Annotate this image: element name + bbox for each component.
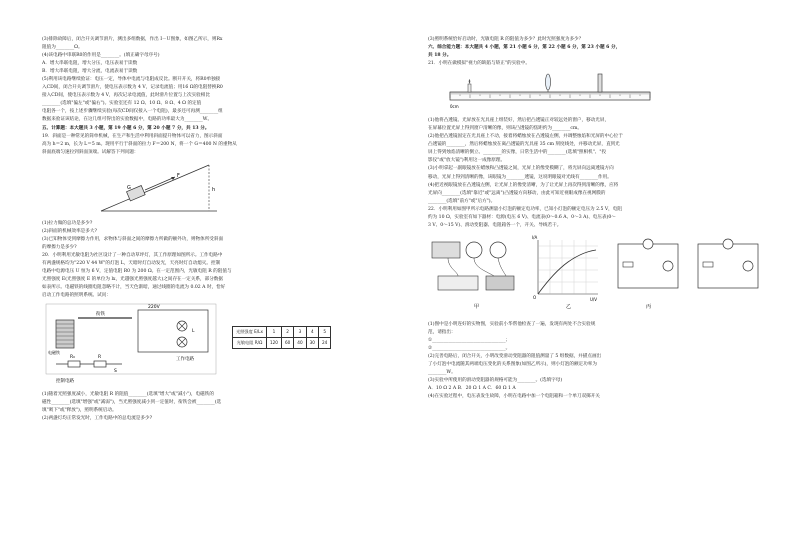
right-block-a [428,36,784,44]
control-circuit-diagram [42,302,227,388]
text-line: A．增大串联电阻，增大分压，电压表易于读数 [42,61,138,67]
figure-bing-label: 丙 [646,303,652,310]
text-line: (2)他把凸透镜固定在光具座上不动，接着将蜡烛放在凸透镜左侧，并调整烛焰和光屏的中心位于 [428,134,623,140]
axis-origin-label: O [533,294,537,300]
text-line: (3)已知物体受到摩擦力作用，求物体与斜面之间的摩擦力所做的额外功，则物体所受斜面 [42,236,224,242]
table-header: 光照强度 E/Lx [233,327,267,338]
armature-label: 衔铁 [96,312,105,318]
table-cell: 60 [281,338,293,349]
magnet-label: 电磁铁 [48,350,60,356]
text-line: 电阻各一个，按上述步骤继续实验(每次CD间仅接入一个电阻)，最多还可再测________组 [42,109,223,115]
text-line: 数据来验证该结论，在这几组可得出的实验数据中，电路的功率最大为________W。 [42,117,213,123]
figure-yi-label: 乙 [566,303,572,310]
text-line: (3)照明系统恰好启动时，光敏电阻 R 的阻值为多少？此时光照强度为多少？ [428,37,584,42]
source-220v-label: 220V [148,305,160,311]
table-cell: 24 [318,338,330,349]
axis-i-label: I/A [532,234,538,240]
section-6-heading: 六、综合能力题：本大题共 4 小题，第 21 小题 6 分，第 22 小题 6 分，第 23 小题 6 分， [428,45,621,51]
text-line: (3)排除故障后，闭合开关调节滑片，测出多组数据，作出 I－U图象，如图乙所示，则Rx [42,37,223,42]
table-cell: 5 [318,327,330,338]
bench-zero-label: 0cm [450,104,459,110]
table-cell: 30 [306,338,318,349]
control-circuit-label: 控制电路 [56,379,74,385]
table-cell: 40 [294,338,306,349]
text-line: ①________________________________； [428,337,511,343]
text-line: (1)随着光照强度减小，光敏电阻 R 的阻值________(选填"增大"或"减小")，电磁铁的 [42,392,214,398]
table-row [233,327,331,338]
text-line: 屏上得到烛焰清晰的倒立、________的实像，日常生活中的________(选填"照相机"、"投 [428,150,607,156]
text-line: 移动，光屏上得到清晰的像，该眼镜为________透镜，这说明眼镜对光线有________作用。 [428,174,612,180]
text-line: 斜面底端匀速拉到斜面顶端。试解答下列问题： [42,149,139,155]
text-line: B．增大串联电阻，增大分流，电流表易于读数 [42,69,138,75]
text-line: (1)图中是小明连好的实物图，实验前小华帮他检查了一遍，发现有两处不合实验规 [428,321,596,327]
text-line: (3)实验中所使用的滑动变阻器的规格可能为________。(选填字母) [428,378,563,384]
text-line: (3)小明拿起一副眼镜放在蜡烛和凸透镜之间，光屏上的像变模糊了，将光屏向远离透镜方向 [428,166,614,172]
label-g: G [127,184,131,191]
text-line: 21．小明在做模拟"视力的缺陷与矫正"的实验中。 [428,61,530,67]
text-line: ②________________________________。 [428,345,511,351]
table-cell: 2 [281,327,293,338]
optical-bench-figure [448,70,784,114]
text-line: 约为 10 Ω，实验室有如下器材：电源(电压 6 V)、电流表(0～0.6 A、0～3 A)、电压表(0～ [428,214,616,220]
text-line: 光照强度 E(光照强度 E 的单位为 lx，光越强光照强度越大)之间存在一定关系，部分数据 [42,277,223,283]
text-line: (5)利用该电路继续验证：电压一定，导体中电流与电阻成反比。断开开关，将R0单独接 [42,77,221,83]
text-line: ________W。 [428,370,456,376]
axis-u-label: U/V [590,296,598,302]
text-line: 接入CD间，使电压表示数为 4 V，再次记录电流值，此时滑片位置与上次实验相比 [42,93,210,99]
lamp-power-figures [428,232,784,318]
text-line: (2)完善电路后，闭合开关，小明改变滑动变阻器的阻值测量了 5 组数据，并描点画出 [428,354,602,360]
text-line: 磁性________(选填"增强"或"减弱")，当光照强度减小到一定值时，衔铁会被________(选 [42,400,222,406]
incline-diagram [97,159,227,217]
left-column [42,36,398,423]
photoresistor-label: R [98,355,102,361]
left-block-c [42,220,398,300]
experiment-diagrams [428,232,784,318]
right-column [428,36,784,401]
text-line: (4)该电路中串联R0的作用是________。(填正确字母序号) [42,53,160,59]
table-cell: 3 [294,327,306,338]
label-h: h [212,186,216,193]
text-line: A．10 Ω 2 A B．20 Ω 1 A C．60 Ω 1 A [428,386,516,392]
text-line: (1)拉力做的总功是多少? [42,220,93,226]
table-cell: 4 [306,327,318,338]
table-header: 光敏电阻 R/Ω [233,338,267,349]
text-line: 凸透镜的________，然后将蜡烛放在离凸透镜的光具座 35 cm 刻度线处，并移动光屏，直到光 [428,142,620,148]
text-line: 如表所示。电磁铁的线圈电阻忽略不计，当天色渐暗，通过线圈的电流为 0.02 A 时，恰好 [42,285,226,291]
label-f: F [177,172,180,179]
text-line: 填"吸下"或"释放")，照明系统启动。 [42,408,117,414]
text-line: 19．斜面是一种常见的简单机械，在生产和生活中利用斜面提升物体可以省力，图示斜面 [42,133,223,139]
text-line: 了小灯泡中电流随其两端电压变化的关系图象(如图乙所示)，则小灯泡的额定功率为 [428,362,597,368]
text-line: 3 V、0～15 V)、滑动变阻器、电阻箱各一个，开关、导线若干。 [428,222,562,228]
text-line: (2)斜面的机械效率是多大? [42,228,97,234]
text-line: 有两盏规格均为"220 V 44 W"的灯泡 L，天暗时灯自动发光，天亮时灯自动熄灭。控制 [42,260,221,266]
r0-label: R₀ [70,355,75,361]
right-block-b [428,60,784,68]
text-line: 入CD间，闭合开关调节滑片，使电压表示数为 4 V，记录电流值；用16 Ω的电阻替换R0 [42,85,223,91]
table-cell: 1 [266,327,281,338]
section-6-heading-cont: 共 18 分。 [428,53,452,59]
text-line: (4)在实验过程中，电压表发生故障，小明在电路中加一个电阻箱和一个单刀双掷开关 [428,394,600,400]
left-block-a [42,36,398,125]
right-block-d [428,321,784,401]
text-line: 在屏幕位置光屏上得到窗户清晰的像，则该凸透镜的焦距约为________cm。 [428,126,582,132]
switch-label: S [114,369,117,375]
text-line: 20．小明利用光敏电阻为社区设计了一种自动草坪灯，其工作原理如图所示。工作电路中 [42,252,223,258]
table-cell: 120 [266,338,281,349]
text-line: 阻值为________Ω。 [42,45,83,51]
work-circuit-label: 工作电路 [176,357,194,363]
text-line: (2)两盏灯均正常发光时，工作电路中的总电流是多少? [42,416,153,422]
figure-jia-label: 甲 [474,303,480,310]
light-intensity-table [232,326,331,349]
text-line: 高为 h＝2 m，长为 L＝5 m。现用平行于斜面的拉力 F＝200 N，将一个 G＝400 N 的重物从 [42,141,237,147]
text-line: 的摩擦力是多少? [42,244,77,250]
lamp-circuit-figure [42,302,398,388]
text-line: 启动工作电路的照明系统。试问： [42,293,111,299]
text-line: ________(选填"前方"或"后方")。 [428,198,496,204]
optical-bench-diagram [448,70,658,114]
text-line: 电路中电源电压 U 恒为 6 V，定值电阻 R0 为 200 Ω。在一定范围内，光敏电阻 R 的阻值与 [42,268,232,274]
table-row [233,338,331,349]
incline-figure [97,159,398,217]
right-block-c [428,117,784,230]
text-line: 光屏向________(选填"靠近"或"远离")凸透镜方向移动，由此可知近视眼成像在视网膜的 [428,190,606,196]
left-block-b [42,133,398,157]
section-5-heading: 五、计算题：本大题共 3 小题，第 19 小题 6 分，第 20 小题 7 分，共 13 分。 [42,125,210,131]
lamp-label: L [192,329,195,335]
text-line: 影仪"或"放大镜")利用这一成像原理。 [428,158,506,164]
text-line: ________(选填"偏左"或"偏右")。实验室还有 12 Ω、10 Ω、8 Ω、4 Ω 的定值 [42,101,202,107]
left-block-d [42,391,398,423]
text-line: (4)把近视眼镜放在凸透镜左侧，让光屏上的像变清晰，为了让光屏上再次得到清晰的像，应将 [428,182,619,188]
text-line: 范，请指出： [428,329,456,335]
text-line: 22．小明利用如图甲所示电路测量小灯泡的额定电功率，已知小灯泡的额定电压为 2.5 V，电阻 [428,206,622,212]
text-line: (1)他将凸透镜、光屏放在光具座上组装好，然后把凸透镜正对较远处的窗户，移动光屏， [428,118,610,124]
